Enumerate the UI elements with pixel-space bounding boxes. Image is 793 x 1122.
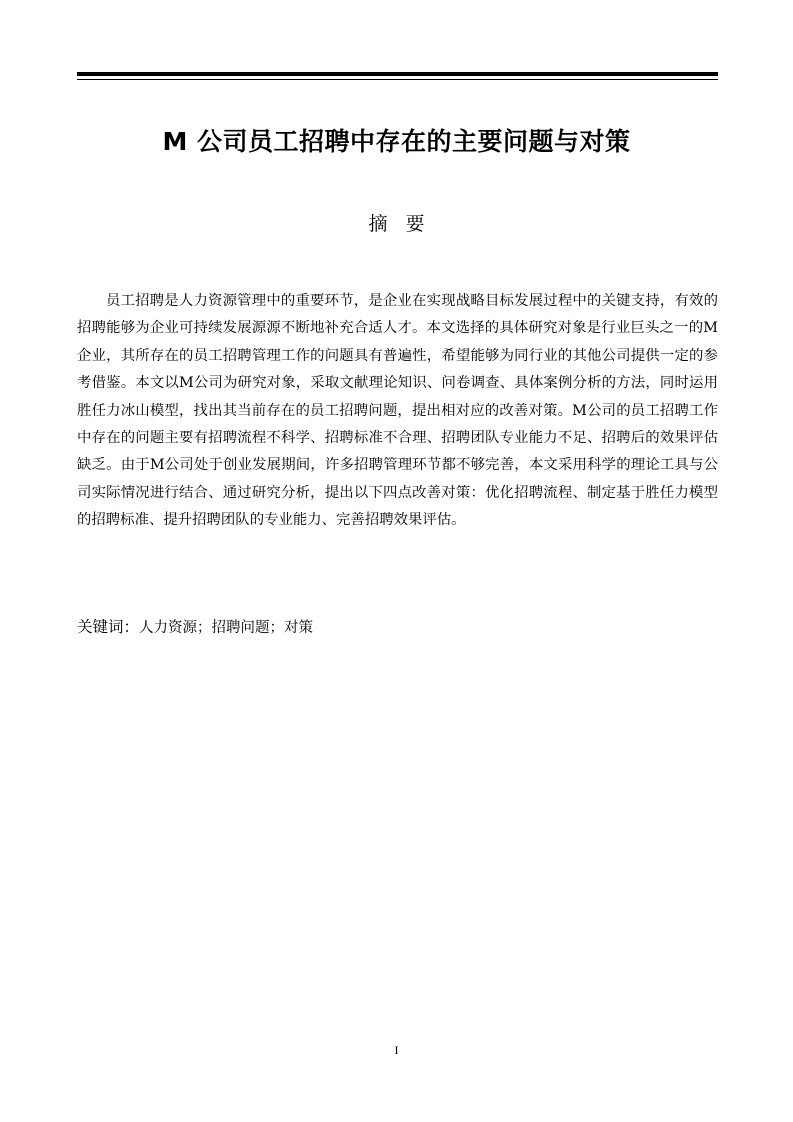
abstract-body: 员工招聘是人力资源管理中的重要环节，是企业在实现战略目标发展过程中的关键支持，有效的招聘能够为企业可持续发展源源不断地补充合适人才。本文选择的具体研究对象是行业巨头之一的M企业，其所存在的员工招聘管理工作的问题具有普遍性，希望能够为同行业的其他公司提供一定的参考借鉴。本文以M公司为研究对象，采取文献理论知识、问卷调查、具体案例分析的方法，同时运用胜任力冰山模型，找出其当前存在的员工招聘问题，提出相对应的改善对策。M公司的员工招聘工作中存在的问题主要有招聘流程不科学、招聘标准不合理、招聘团队专业能力不足、招聘后的效果评估缺乏。由于M公司处于创业发展期间，许多招聘管理环节都不够完善，本文采用科学的理论工具与公司实际情况进行结合、通过研究分析，提出以下四点改善对策：优化招聘流程、制定基于胜任力模型的招聘标准、提升招聘团队的专业能力、完善招聘效果评估。 <box>77 293 718 529</box>
keywords-line <box>77 615 718 640</box>
document-title: M 公司员工招聘中存在的主要问题与对策 <box>162 127 631 156</box>
keywords-label: 关键词： <box>77 618 140 636</box>
header-rule-thin <box>77 79 718 80</box>
page-number: I <box>394 1043 399 1057</box>
keywords-text: 人力资源；招聘问题；对策 <box>139 620 314 636</box>
abstract-heading: 摘要 <box>368 213 443 235</box>
header-rule-thick <box>77 72 718 76</box>
